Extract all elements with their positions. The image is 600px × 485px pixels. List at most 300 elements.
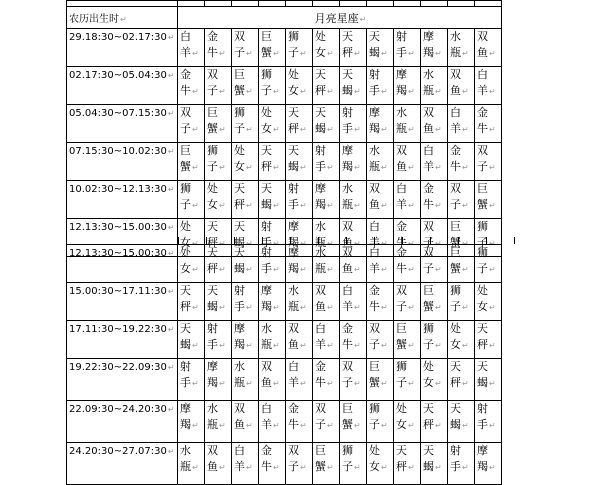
zodiac-sign-cell <box>340 181 367 219</box>
zodiac-sign-char: 金 <box>396 246 407 259</box>
paragraph-mark: ↵ <box>435 463 442 472</box>
zodiac-sign-char: 鱼 <box>288 338 299 351</box>
zodiac-sign-line <box>207 197 231 214</box>
table-row <box>67 283 502 321</box>
zodiac-sign-line <box>207 159 231 176</box>
zodiac-sign-char: 巨 <box>234 68 245 81</box>
zodiac-sign-line <box>261 45 285 62</box>
paragraph-mark: ↵ <box>408 379 415 388</box>
zodiac-sign-char: 子 <box>423 262 434 275</box>
paragraph-mark: ↵ <box>219 265 226 274</box>
zodiac-sign-cell <box>475 401 502 443</box>
moon-sign-header-text: 月亮星座 <box>314 12 359 25</box>
paragraph-mark: ↵ <box>300 87 307 96</box>
paragraph-mark: ↵ <box>408 125 415 134</box>
paragraph-mark: ↵ <box>192 239 199 248</box>
zodiac-sign-cell <box>178 401 205 443</box>
zodiac-sign-line <box>180 299 204 316</box>
zodiac-sign-char: 天 <box>288 106 299 119</box>
zodiac-sign-char: 羊 <box>396 198 407 211</box>
zodiac-sign-cell <box>313 143 340 181</box>
moon-sign-table-part-1-body <box>67 7 502 257</box>
zodiac-sign-cell <box>286 181 313 219</box>
zodiac-sign-char: 蟹 <box>423 300 434 313</box>
zodiac-sign-char: 羯 <box>207 376 218 389</box>
zodiac-sign-line <box>261 375 285 392</box>
zodiac-sign-char: 白 <box>423 144 434 157</box>
zodiac-sign-char: 射 <box>261 246 272 259</box>
birth-time-range: 17.11:30~19.22:30 <box>69 324 167 335</box>
zodiac-sign-char: 手 <box>180 376 191 389</box>
zodiac-sign-cell <box>313 105 340 143</box>
zodiac-sign-char: 秤 <box>315 84 326 97</box>
zodiac-sign-cell <box>340 105 367 143</box>
zodiac-sign-cell <box>286 245 313 283</box>
zodiac-sign-char: 鱼 <box>450 84 461 97</box>
zodiac-sign-cell <box>178 443 205 485</box>
zodiac-sign-line <box>477 121 501 138</box>
zodiac-sign-char: 白 <box>315 322 326 335</box>
zodiac-sign-cell <box>313 181 340 219</box>
zodiac-sign-char: 双 <box>450 68 461 81</box>
zodiac-sign-char: 巨 <box>477 182 488 195</box>
lunar-birth-time-header <box>67 7 178 29</box>
zodiac-sign-char: 摩 <box>369 106 380 119</box>
zodiac-sign-line <box>342 121 366 138</box>
paragraph-mark: ↵ <box>300 163 307 172</box>
paragraph-mark: ↵ <box>192 421 199 430</box>
paragraph-mark: ↵ <box>327 421 334 430</box>
zodiac-sign-line <box>315 261 339 278</box>
paragraph-mark: ↵ <box>381 163 388 172</box>
zodiac-sign-cell <box>394 359 421 401</box>
zodiac-sign-cell <box>259 359 286 401</box>
zodiac-sign-line <box>180 459 204 476</box>
zodiac-sign-line <box>234 299 258 316</box>
zodiac-sign-cell <box>475 283 502 321</box>
zodiac-sign-line <box>477 299 501 316</box>
zodiac-sign-line <box>477 375 501 392</box>
zodiac-sign-char: 天 <box>477 360 488 373</box>
paragraph-mark: ↵ <box>246 379 253 388</box>
zodiac-sign-char: 双 <box>207 444 218 457</box>
zodiac-sign-char: 鱼 <box>342 236 353 249</box>
zodiac-sign-cell <box>394 181 421 219</box>
zodiac-sign-char: 金 <box>396 220 407 233</box>
zodiac-sign-char: 处 <box>261 106 272 119</box>
zodiac-sign-char: 蝎 <box>423 460 434 473</box>
zodiac-sign-line <box>423 83 447 100</box>
zodiac-sign-cell <box>205 143 232 181</box>
zodiac-sign-char: 双 <box>396 144 407 157</box>
paragraph-mark: ↵ <box>408 265 415 274</box>
paragraph-mark: ↵ <box>354 239 361 248</box>
zodiac-sign-line <box>423 299 447 316</box>
zodiac-sign-char: 羯 <box>342 160 353 173</box>
zodiac-sign-char: 处 <box>396 402 407 415</box>
zodiac-sign-cell <box>178 143 205 181</box>
paragraph-mark: ↵ <box>219 341 226 350</box>
paragraph-mark: ↵ <box>381 463 388 472</box>
zodiac-sign-char: 女 <box>450 338 461 351</box>
zodiac-sign-char: 羊 <box>477 84 488 97</box>
zodiac-sign-cell <box>421 143 448 181</box>
paragraph-mark: ↵ <box>435 49 442 58</box>
zodiac-sign-line <box>450 299 474 316</box>
zodiac-sign-char: 子 <box>423 236 434 249</box>
paragraph-mark: ↵ <box>381 239 388 248</box>
zodiac-sign-line <box>423 121 447 138</box>
paragraph-mark: ↵ <box>462 49 469 58</box>
zodiac-sign-line <box>261 337 285 354</box>
zodiac-sign-char: 蟹 <box>396 338 407 351</box>
table-row <box>67 181 502 219</box>
paragraph-mark: ↵ <box>435 239 442 248</box>
zodiac-sign-line <box>207 83 231 100</box>
paragraph-mark: ↵ <box>246 265 253 274</box>
zodiac-sign-line <box>369 121 393 138</box>
zodiac-sign-char: 金 <box>261 444 272 457</box>
zodiac-sign-line <box>315 417 339 434</box>
zodiac-sign-cell <box>178 359 205 401</box>
zodiac-sign-char: 处 <box>423 360 434 373</box>
zodiac-sign-cell <box>340 245 367 283</box>
zodiac-sign-cell <box>394 283 421 321</box>
zodiac-sign-char: 蝎 <box>234 236 245 249</box>
zodiac-sign-char: 羊 <box>261 418 272 431</box>
zodiac-sign-cell <box>448 401 475 443</box>
zodiac-sign-line <box>315 299 339 316</box>
paragraph-mark: ↵ <box>327 463 334 472</box>
zodiac-sign-line <box>180 197 204 214</box>
zodiac-sign-char: 蝎 <box>180 338 191 351</box>
zodiac-sign-char: 双 <box>477 144 488 157</box>
zodiac-sign-char: 羊 <box>423 160 434 173</box>
zodiac-sign-char: 女 <box>396 418 407 431</box>
zodiac-sign-line <box>234 83 258 100</box>
zodiac-sign-char: 摩 <box>477 444 488 457</box>
zodiac-sign-cell <box>178 67 205 105</box>
zodiac-sign-char: 双 <box>342 360 353 373</box>
zodiac-sign-cell <box>286 105 313 143</box>
zodiac-sign-cell <box>421 401 448 443</box>
zodiac-sign-char: 双 <box>288 322 299 335</box>
paragraph-mark: ↵ <box>408 163 415 172</box>
zodiac-sign-line <box>396 159 420 176</box>
zodiac-sign-cell <box>448 283 475 321</box>
zodiac-sign-line <box>423 261 447 278</box>
zodiac-sign-char: 牛 <box>315 376 326 389</box>
zodiac-sign-char: 女 <box>477 300 488 313</box>
zodiac-sign-char: 秤 <box>342 46 353 59</box>
zodiac-sign-char: 鱼 <box>342 262 353 275</box>
zodiac-sign-char: 牛 <box>342 338 353 351</box>
zodiac-sign-line <box>477 337 501 354</box>
zodiac-sign-char: 处 <box>180 220 191 233</box>
zodiac-sign-char: 蟹 <box>477 198 488 211</box>
zodiac-sign-line <box>342 83 366 100</box>
zodiac-sign-line <box>207 375 231 392</box>
zodiac-sign-char: 鱼 <box>369 198 380 211</box>
zodiac-sign-char: 处 <box>207 182 218 195</box>
paragraph-mark: ↵ <box>273 303 280 312</box>
zodiac-sign-char: 女 <box>207 198 218 211</box>
paragraph-mark: ↵ <box>167 405 175 414</box>
zodiac-sign-char: 金 <box>477 106 488 119</box>
paragraph-mark: ↵ <box>327 201 334 210</box>
zodiac-sign-cell <box>421 105 448 143</box>
zodiac-sign-char: 天 <box>450 402 461 415</box>
zodiac-sign-cell <box>205 29 232 67</box>
zodiac-sign-char: 巨 <box>342 402 353 415</box>
zodiac-sign-char: 处 <box>234 144 245 157</box>
birth-time-range: 12.13:30~15.00:30 <box>69 222 167 233</box>
zodiac-sign-char: 巨 <box>315 444 326 457</box>
zodiac-sign-char: 子 <box>180 198 191 211</box>
zodiac-sign-cell <box>205 359 232 401</box>
zodiac-sign-line <box>234 459 258 476</box>
paragraph-mark: ↵ <box>167 33 175 42</box>
zodiac-sign-line <box>288 459 312 476</box>
zodiac-sign-char: 摩 <box>288 246 299 259</box>
zodiac-sign-char: 水 <box>234 360 245 373</box>
zodiac-sign-char: 鱼 <box>234 418 245 431</box>
zodiac-sign-cell <box>394 401 421 443</box>
zodiac-sign-char: 狮 <box>207 144 218 157</box>
zodiac-sign-char: 羊 <box>234 460 245 473</box>
paragraph-mark: ↵ <box>167 185 175 194</box>
zodiac-sign-cell <box>340 443 367 485</box>
paragraph-mark: ↵ <box>192 49 199 58</box>
paragraph-mark: ↵ <box>246 49 253 58</box>
zodiac-sign-line <box>396 261 420 278</box>
zodiac-sign-cell <box>475 105 502 143</box>
zodiac-sign-char: 羯 <box>396 84 407 97</box>
moon-sign-table-part-2 <box>66 244 502 485</box>
paragraph-mark: ↵ <box>462 463 469 472</box>
paragraph-mark: ↵ <box>273 201 280 210</box>
zodiac-sign-line <box>261 83 285 100</box>
zodiac-sign-line <box>396 337 420 354</box>
zodiac-sign-char: 水 <box>315 246 326 259</box>
zodiac-sign-char: 瓶 <box>342 198 353 211</box>
zodiac-sign-cell <box>421 29 448 67</box>
zodiac-sign-cell <box>340 143 367 181</box>
paragraph-mark: ↵ <box>327 163 334 172</box>
zodiac-sign-char: 天 <box>450 360 461 373</box>
zodiac-sign-cell <box>448 321 475 359</box>
table-row <box>67 443 502 485</box>
zodiac-sign-char: 蝎 <box>261 198 272 211</box>
zodiac-sign-line <box>288 261 312 278</box>
paragraph-mark: ↵ <box>167 363 175 372</box>
zodiac-sign-char: 天 <box>234 246 245 259</box>
zodiac-sign-char: 女 <box>261 122 272 135</box>
zodiac-sign-line <box>342 337 366 354</box>
zodiac-sign-char: 射 <box>396 30 407 43</box>
zodiac-sign-char: 天 <box>423 402 434 415</box>
zodiac-sign-char: 羊 <box>369 262 380 275</box>
zodiac-sign-char: 羯 <box>477 460 488 473</box>
zodiac-sign-char: 处 <box>369 444 380 457</box>
zodiac-sign-char: 射 <box>450 444 461 457</box>
zodiac-sign-cell <box>475 143 502 181</box>
zodiac-sign-char: 蝎 <box>234 262 245 275</box>
zodiac-sign-char: 鱼 <box>261 376 272 389</box>
zodiac-sign-line <box>180 261 204 278</box>
zodiac-sign-cell <box>259 67 286 105</box>
moon-sign-table-part-2-body <box>67 245 502 485</box>
zodiac-sign-char: 摩 <box>180 402 191 415</box>
zodiac-sign-char: 白 <box>450 106 461 119</box>
zodiac-sign-line <box>234 45 258 62</box>
zodiac-sign-line <box>423 197 447 214</box>
zodiac-sign-char: 子 <box>288 460 299 473</box>
paragraph-mark: ↵ <box>120 15 127 24</box>
zodiac-sign-char: 射 <box>342 106 353 119</box>
paragraph-mark: ↵ <box>219 49 226 58</box>
zodiac-sign-char: 白 <box>180 30 191 43</box>
paragraph-mark: ↵ <box>408 341 415 350</box>
zodiac-sign-cell <box>259 401 286 443</box>
zodiac-sign-line <box>342 459 366 476</box>
paragraph-mark: ↵ <box>354 265 361 274</box>
zodiac-sign-char: 处 <box>450 322 461 335</box>
birth-time-range: 22.09:30~24.20:30 <box>69 404 167 415</box>
zodiac-sign-cell <box>259 321 286 359</box>
paragraph-mark: ↵ <box>489 265 496 274</box>
zodiac-sign-line <box>315 337 339 354</box>
paragraph-mark: ↵ <box>435 125 442 134</box>
paragraph-mark: ↵ <box>381 303 388 312</box>
zodiac-sign-char: 女 <box>315 46 326 59</box>
birth-time-cell <box>67 181 178 219</box>
zodiac-sign-cell <box>232 359 259 401</box>
zodiac-sign-line <box>234 337 258 354</box>
zodiac-sign-cell <box>367 67 394 105</box>
zodiac-sign-char: 手 <box>315 160 326 173</box>
zodiac-sign-cell <box>286 29 313 67</box>
zodiac-sign-char: 水 <box>261 322 272 335</box>
zodiac-sign-cell <box>475 29 502 67</box>
zodiac-sign-line <box>342 159 366 176</box>
paragraph-mark: ↵ <box>489 87 496 96</box>
zodiac-sign-cell <box>448 143 475 181</box>
zodiac-sign-cell <box>475 67 502 105</box>
paragraph-mark: ↵ <box>273 421 280 430</box>
zodiac-sign-line <box>423 45 447 62</box>
zodiac-sign-cell <box>313 67 340 105</box>
paragraph-mark: ↵ <box>381 265 388 274</box>
zodiac-sign-char: 羊 <box>288 376 299 389</box>
zodiac-sign-char: 水 <box>423 68 434 81</box>
zodiac-sign-char: 手 <box>261 236 272 249</box>
zodiac-sign-cell <box>232 321 259 359</box>
zodiac-sign-char: 白 <box>369 246 380 259</box>
zodiac-sign-line <box>288 159 312 176</box>
paragraph-mark: ↵ <box>408 421 415 430</box>
zodiac-sign-char: 金 <box>423 182 434 195</box>
zodiac-sign-line <box>261 261 285 278</box>
paragraph-mark: ↵ <box>167 223 175 232</box>
zodiac-sign-char: 秤 <box>396 460 407 473</box>
paragraph-mark: ↵ <box>300 265 307 274</box>
zodiac-sign-char: 水 <box>369 144 380 157</box>
zodiac-sign-line <box>288 375 312 392</box>
zodiac-sign-line <box>477 417 501 434</box>
zodiac-sign-char: 水 <box>315 220 326 233</box>
zodiac-sign-char: 手 <box>207 338 218 351</box>
zodiac-sign-char: 巨 <box>450 246 461 259</box>
zodiac-sign-char: 金 <box>342 322 353 335</box>
zodiac-sign-char: 狮 <box>180 182 191 195</box>
zodiac-sign-char: 天 <box>234 182 245 195</box>
zodiac-sign-char: 射 <box>288 182 299 195</box>
zodiac-sign-char: 双 <box>234 30 245 43</box>
zodiac-sign-char: 子 <box>315 418 326 431</box>
zodiac-sign-char: 瓶 <box>396 122 407 135</box>
zodiac-sign-char: 天 <box>423 444 434 457</box>
zodiac-sign-char: 子 <box>450 300 461 313</box>
paragraph-mark: ↵ <box>408 201 415 210</box>
zodiac-sign-cell <box>394 29 421 67</box>
paragraph-mark: ↵ <box>435 265 442 274</box>
zodiac-sign-char: 白 <box>288 360 299 373</box>
zodiac-sign-char: 子 <box>342 376 353 389</box>
page-break-fragment <box>66 237 522 244</box>
zodiac-sign-char: 狮 <box>396 360 407 373</box>
table-row <box>67 245 502 283</box>
zodiac-sign-char: 水 <box>207 402 218 415</box>
zodiac-sign-char: 羯 <box>288 262 299 275</box>
paragraph-mark: ↵ <box>435 421 442 430</box>
paragraph-mark: ↵ <box>462 265 469 274</box>
paragraph-mark: ↵ <box>381 341 388 350</box>
birth-time-range: 19.22:30~22.09:30 <box>69 362 167 373</box>
zodiac-sign-line <box>234 417 258 434</box>
zodiac-sign-cell <box>367 29 394 67</box>
paragraph-mark: ↵ <box>167 249 175 258</box>
zodiac-sign-line <box>423 159 447 176</box>
zodiac-sign-line <box>477 159 501 176</box>
zodiac-sign-char: 秤 <box>234 198 245 211</box>
zodiac-sign-line <box>288 337 312 354</box>
zodiac-sign-char: 天 <box>315 106 326 119</box>
zodiac-sign-char: 牛 <box>396 262 407 275</box>
paragraph-mark: ↵ <box>246 163 253 172</box>
zodiac-sign-line <box>342 375 366 392</box>
zodiac-sign-char: 子 <box>207 84 218 97</box>
zodiac-sign-char: 双 <box>342 246 353 259</box>
zodiac-sign-char: 狮 <box>477 220 488 233</box>
paragraph-mark: ↵ <box>300 463 307 472</box>
birth-time-cell <box>67 143 178 181</box>
birth-time-cell <box>67 359 178 401</box>
zodiac-sign-char: 羯 <box>315 198 326 211</box>
zodiac-sign-char: 秤 <box>423 418 434 431</box>
zodiac-sign-char: 手 <box>288 198 299 211</box>
zodiac-sign-cell <box>394 321 421 359</box>
paragraph-mark: ↵ <box>489 125 496 134</box>
zodiac-sign-cell <box>232 443 259 485</box>
zodiac-sign-char: 白 <box>396 182 407 195</box>
paragraph-mark: ↵ <box>489 463 496 472</box>
paragraph-mark: ↵ <box>192 163 199 172</box>
zodiac-sign-char: 蟹 <box>315 460 326 473</box>
zodiac-sign-cell <box>286 283 313 321</box>
zodiac-sign-cell <box>313 321 340 359</box>
paragraph-mark: ↵ <box>354 87 361 96</box>
